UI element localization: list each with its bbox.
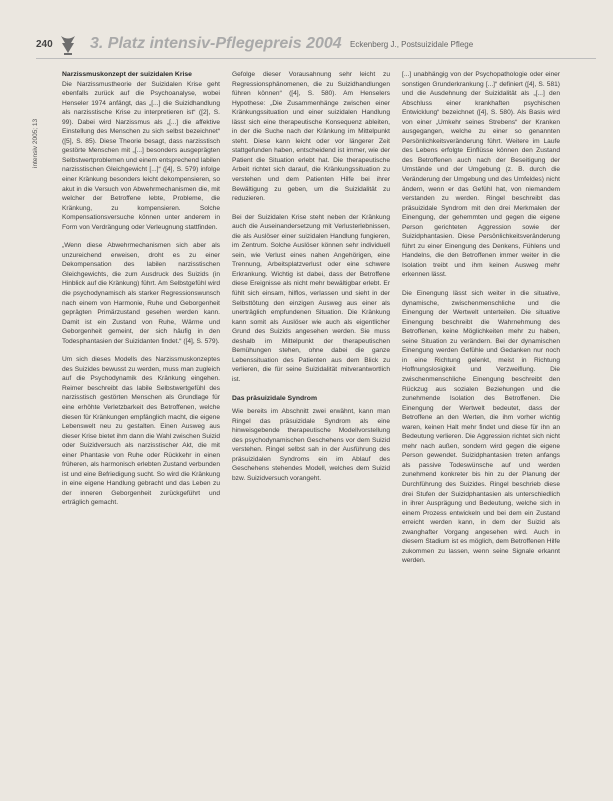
paragraph: Wie bereits im Abschnitt zwei erwähnt, kann man Ringel das präsuizidale Syndrom als eine hinweisgebende therapeutische Modellvorstellung des psychodynamischen Geschehens vor dem Suizid verstehen. Ringel selbst sah in der Ausführung des präsuizidalen Syndroms ein im Ablauf des Geschehens stehendes Modell, welches dem Suizid bzw. Suizidversuch vorangeht. [232,408,390,482]
text-column-1 [62,70,220,786]
section-heading: Das präsuizidale Syndrom [232,394,317,402]
paragraph: [...] unabhängig von der Psychopathologie oder einer sonstigen Grunderkrankung [...]“ definiert ([4], S. 581) und die Ausdehnung der Suizidalität als „[...] den Abschluss einer krankhaften psychischen Entwicklung“ bezeichnet ([4], S. 580). Als Basis wird von einer „Umkehr seines Strebens“ der Kranken ausgegangen, welche zu einer so genannten Persönlichkeitsveränderung führt. Weitere im Laufe des Lebens erfolgte Einflüsse können den Zustand des Betroffenen auch nach der Beseitigung der Umstände und der Umgebung (z. B. durch die Veränderung der Umgebung und des Umfeldes) nicht ändern, wenn er das Gefühl hat, von niemandem verstanden zu werden. Ringel beschreibt das präsuizidale Syndrom mit den drei Merkmalen der Einengung, der gehemmten und gegen die eigene Person gerichteten Aggression sowie der Suizidphantasien. Diese Persönlichkeitsveränderung führt zu einer Einengung des Denkens, Fühlens und Handelns, die den Betroffenen immer weiter in die Isolation treibt und ihm keinen Ausweg mehr erkennen lässt. [402,71,560,279]
paragraph: Bei der Suizidalen Krise steht neben der Kränkung auch die Auseinandersetzung mit Verlusterlebnissen, die als Auslöser einer suizidalen Handlung fungieren, im Zentrum. Solche Auslöser können sehr individuell sein, wie Verlust eines nahen Angehörigen, eine Trennung, Arbeitsplatzverlust oder eine schwere Erkrankung. Wichtig ist dabei, dass der Betroffene diese Ereignisse als nicht mehr bewältigbar erlebt. Er fühlt sich einsam, hilflos, verlassen und sieht in der Selbsttötung den einzigen Ausweg aus einer als unerträglich empfundenen Situation. Die Kränkung kann somit als Auslöser wie auch als eigentlicher Grund des Suizids angesehen werden. Sie muss deshalb im Mittelpunkt der therapeutischen Bemühungen stehen, ohne dabei die ganze Lebenssituation des Patienten aus dem Blick zu verlieren, die für seine Suizidalität mitverantwortlich ist. [232,213,390,383]
page-title: 3. Platz intensiv-Pflegepreis 2004 [90,35,342,52]
page-header [36,34,596,56]
section-heading: Narzissmuskonzept der suizidalen Krise [62,71,192,78]
side-label [32,78,42,168]
header-divider [36,58,596,59]
page-number: 240 [36,39,53,50]
paragraph: Die Narzissmustheorie der Suizidalen Krise geht ebenfalls zurück auf die Psychoanalyse, wobei Henseler 1974 anfängt, das „[...] die Suizidhandlung als narzisstische Krise zu interpretieren ist“ ([2], S. 99). Dabei wird Narzissmus als „[...] die affektive Einstellung des Menschen zu sich selbst bezeichnet“ ([5], S. 85). Diese Theorie besagt, dass narzisstisch gestörte Menschen mit „[...] besonders ausgeprägten Selbstwertproblemen und einem entsprechend labilen narzisstischen Gleichgewicht [...]“ ([4], S. 579) infolge einer Kränkung besonders leicht dekompensieren, so akut in die Versuch von Abwehrmechanismen die, mit welcher der Betroffene lebte, Probleme, die Kränkung, zu kompensieren. Solche Kompensationsversuche können unter anderem in Form von Verdrängung oder Verleugnung stattfinden. [62,80,220,231]
award-logo-icon [58,34,78,56]
running-head: Eckenberg J., Postsuizidale Pflege [350,40,474,49]
paragraph: Gefolge dieser Vorausahnung sehr leicht zu Regressionsphänomenen, die zu Suizidhandlungen führen können“ ([4], S. 580). Am Henselers Hypothese: „Die Zusammenhänge zwischen einer Kränkungssituation und einer suizidalen Handlung lässt sich eine therapeutische Konsequenz ableiten, in der die Suche nach der Kränkung im Mittelpunkt steht. Diese kann leicht oder vor längerer Zeit stattgefunden haben, entscheidend ist immer, wie der Patient die Situation erlebt hat. Die therapeutische Arbeit richtet sich darauf, die Kränkungssituation zu verstehen und dem Patienten Hilfe bei ihrer Bewältigung zu geben, um die Suizidalität zu reduzieren. [232,71,390,203]
journal-citation: intensiv 2005; 13 [32,118,39,168]
paragraph: Die Einengung lässt sich weiter in die situative, dynamische, zwischenmenschliche und die Einengung der Wertwelt unterteilen. Die situative Einengung beschreibt die Wahrnehmung des Betroffenen, keine Möglichkeiten mehr zu haben, seine Situation zu verändern. Bei der dynamischen Einengung werden Gefühle und Gedanken nur noch in eine Richtung gelenkt, meist in Richtung Hoffnungslosigkeit und Verzweiflung. Die zwischenmenschliche Einengung beschreibt den Rückzug aus sozialen Beziehungen und die zunehmende Isolation des Betroffenen. Die Einengung der Wertwelt bedeutet, dass der Betroffene an den Werten, die ihm vorher wichtig waren, keinen Halt mehr findet und diese für ihn an Bedeutung verlieren. Die Aggression richtet sich nicht mehr nach außen, sondern wird gegen die eigene Person gewendet. Suizidphantasien treten anfangs als passive Todeswünsche auf und werden zunehmend konkreter bis hin zu der Planung der Durchführung des Suizides. Ringel beschrieb diese drei Stufen der Suizidphantasien als unterschiedlich in ihrer Ausprägung und Bedeutung, welche sich in einem Prozess entwickeln und bei dem ein Zustand erreicht werden kann, in dem der Suizid als zwanghafter Vorgang angesehen wird. Auch in diesem Stadium ist es möglich, dem Betroffenen Hilfe zukommen zu lassen, wenn seine Signale erkannt werden. [402,290,560,565]
text-column-2 [232,70,390,786]
text-column-3 [402,70,560,786]
paragraph: „Wenn diese Abwehrmechanismen sich aber als unzureichend erweisen, droht es zu einer Dekompensation des labilen narzisstischen Gleichgewichts, die zum Ausdruck des Suizids (in Hinblick auf die Kränkung) führt. Am Selbstgefühl wird die psychodynamisch als starker Regressionswunsch nach einem von Harmonie, Ruhe und Geborgenheit geprägten Primärzustand gesehen werden kann. Damit ist ein Zustand von Ruhe, Wärme und Geborgenheit gemeint, der sich häufig in den Todesphantasien der Suizidanten findet.“ ([4], S. 579). [62,242,220,345]
paragraph: Um sich dieses Modells des Narzissmuskonzeptes des Suizides bewusst zu werden, muss man zugleich auf die Psychodynamik des Kränkung eingehen. Reimer beschreibt das labile Selbstwertgefühl des narzisstisch gestörten Menschen als Grundlage für eine erhöhte Verletzbarkeit des Betroffenen, welche diesen für Kränkungen empfänglich macht, die eigene Lebenswelt neu zu gestalten. Einen Ausweg aus dieser Krise bietet ihm dann die Wahl zwischen Suizid oder Suizidversuch als narzisstischer Akt, die mit einer Phantasie von Ruhe oder Rückkehr in einen früheren, als harmonisch erlebten Zustand verbunden ist und eine Befriedigung sucht. So wird die Kränkung in eine eigene Handlung gebracht und das Leben zu der inneren Geborgenheit zurückgeführt und erträglich gemacht. [62,356,220,507]
